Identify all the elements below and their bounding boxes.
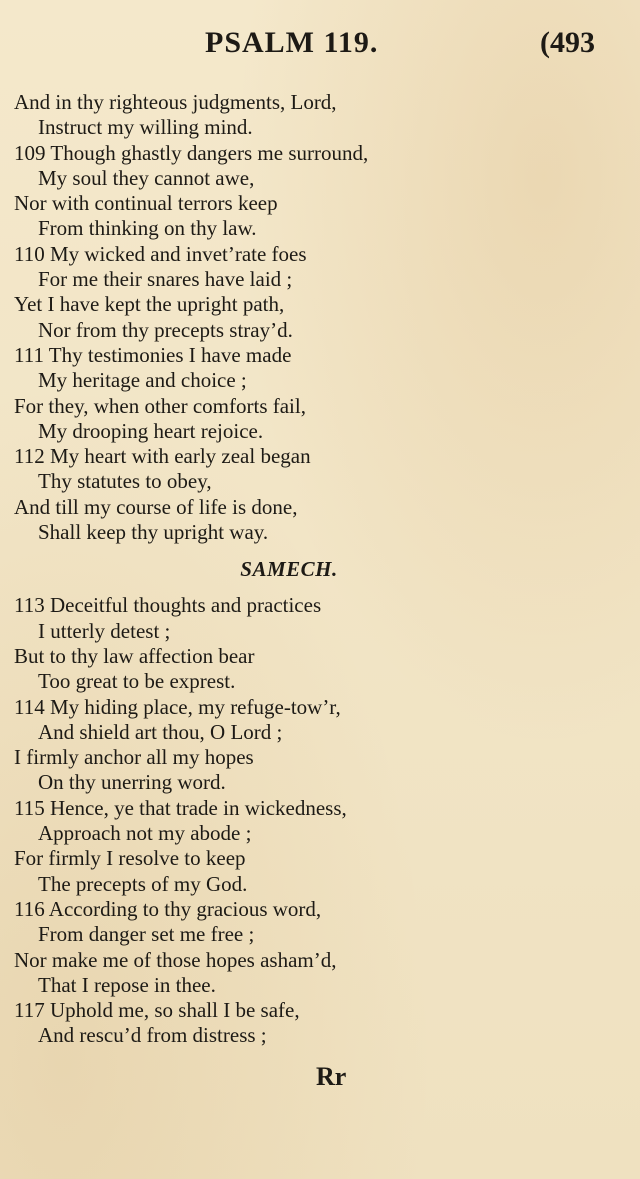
verse-line: 115 Hence, ye that trade in wickedness, <box>14 795 347 820</box>
verse-line: 112 My heart with early zeal began <box>14 444 311 469</box>
verse-line: And shield art thou, O Lord ; <box>38 719 283 744</box>
verse-line: Thy statutes to obey, <box>38 469 212 494</box>
verse-line: 116 According to thy gracious word, <box>14 896 322 921</box>
page-title: PSALM 119. <box>205 26 379 59</box>
signature-mark: Rr <box>316 1062 347 1091</box>
verse-line: For they, when other comforts fail, <box>14 393 306 418</box>
verse-line: And in thy righteous judgments, Lord, <box>14 90 337 114</box>
verse-line: 109 Though ghastly dangers me surround, <box>14 140 369 165</box>
verse-line: Too great to be exprest. <box>38 669 236 694</box>
verse-line: Nor from thy precepts stray’d. <box>38 317 293 342</box>
verse-line: And till my course of life is done, <box>14 494 298 519</box>
stanza-block-1 <box>14 90 624 545</box>
verse-line: But to thy law affection bear <box>14 643 255 668</box>
verse-line: My heritage and choice ; <box>38 368 247 393</box>
verse-line: My soul they cannot awe, <box>38 165 255 190</box>
verse-line: For me their snares have laid ; <box>38 267 293 292</box>
verse-line: 111 Thy testimonies I have made <box>14 342 292 367</box>
page-number: (493 <box>540 26 595 59</box>
verse-line: Nor with continual terrors keep <box>14 191 278 216</box>
verse-line: I utterly detest ; <box>38 618 171 643</box>
section-heading: SAMECH. <box>240 557 338 582</box>
verse-line: On thy unerring word. <box>38 770 226 795</box>
verse-line: Shall keep thy upright way. <box>38 520 269 545</box>
page-header <box>0 26 640 66</box>
stanza-block-2 <box>14 593 624 1048</box>
verse-line: 117 Uphold me, so shall I be safe, <box>14 998 300 1023</box>
psalm-text <box>14 90 624 1049</box>
verse-line: And rescu’d from distress ; <box>38 1023 267 1048</box>
verse-line: That I repose in thee. <box>38 972 216 997</box>
verse-line: For firmly I resolve to keep <box>14 846 246 871</box>
verse-line: Approach not my abode ; <box>38 821 252 846</box>
verse-line: From danger set me free ; <box>38 922 255 947</box>
verse-line: 113 Deceitful thoughts and practices <box>14 593 322 618</box>
verse-line: My drooping heart rejoice. <box>38 418 264 443</box>
verse-line: I firmly anchor all my hopes <box>14 745 254 770</box>
verse-line: The precepts of my God. <box>38 871 248 896</box>
verse-line: From thinking on thy law. <box>38 216 257 241</box>
verse-line: Nor make me of those hopes asham’d, <box>14 947 337 972</box>
verse-line: 114 My hiding place, my refuge-tow’r, <box>14 694 341 719</box>
verse-line: 110 My wicked and invet’rate foes <box>14 241 307 266</box>
verse-line: Instruct my willing mind. <box>38 115 253 140</box>
verse-line: Yet I have kept the upright path, <box>14 292 285 317</box>
